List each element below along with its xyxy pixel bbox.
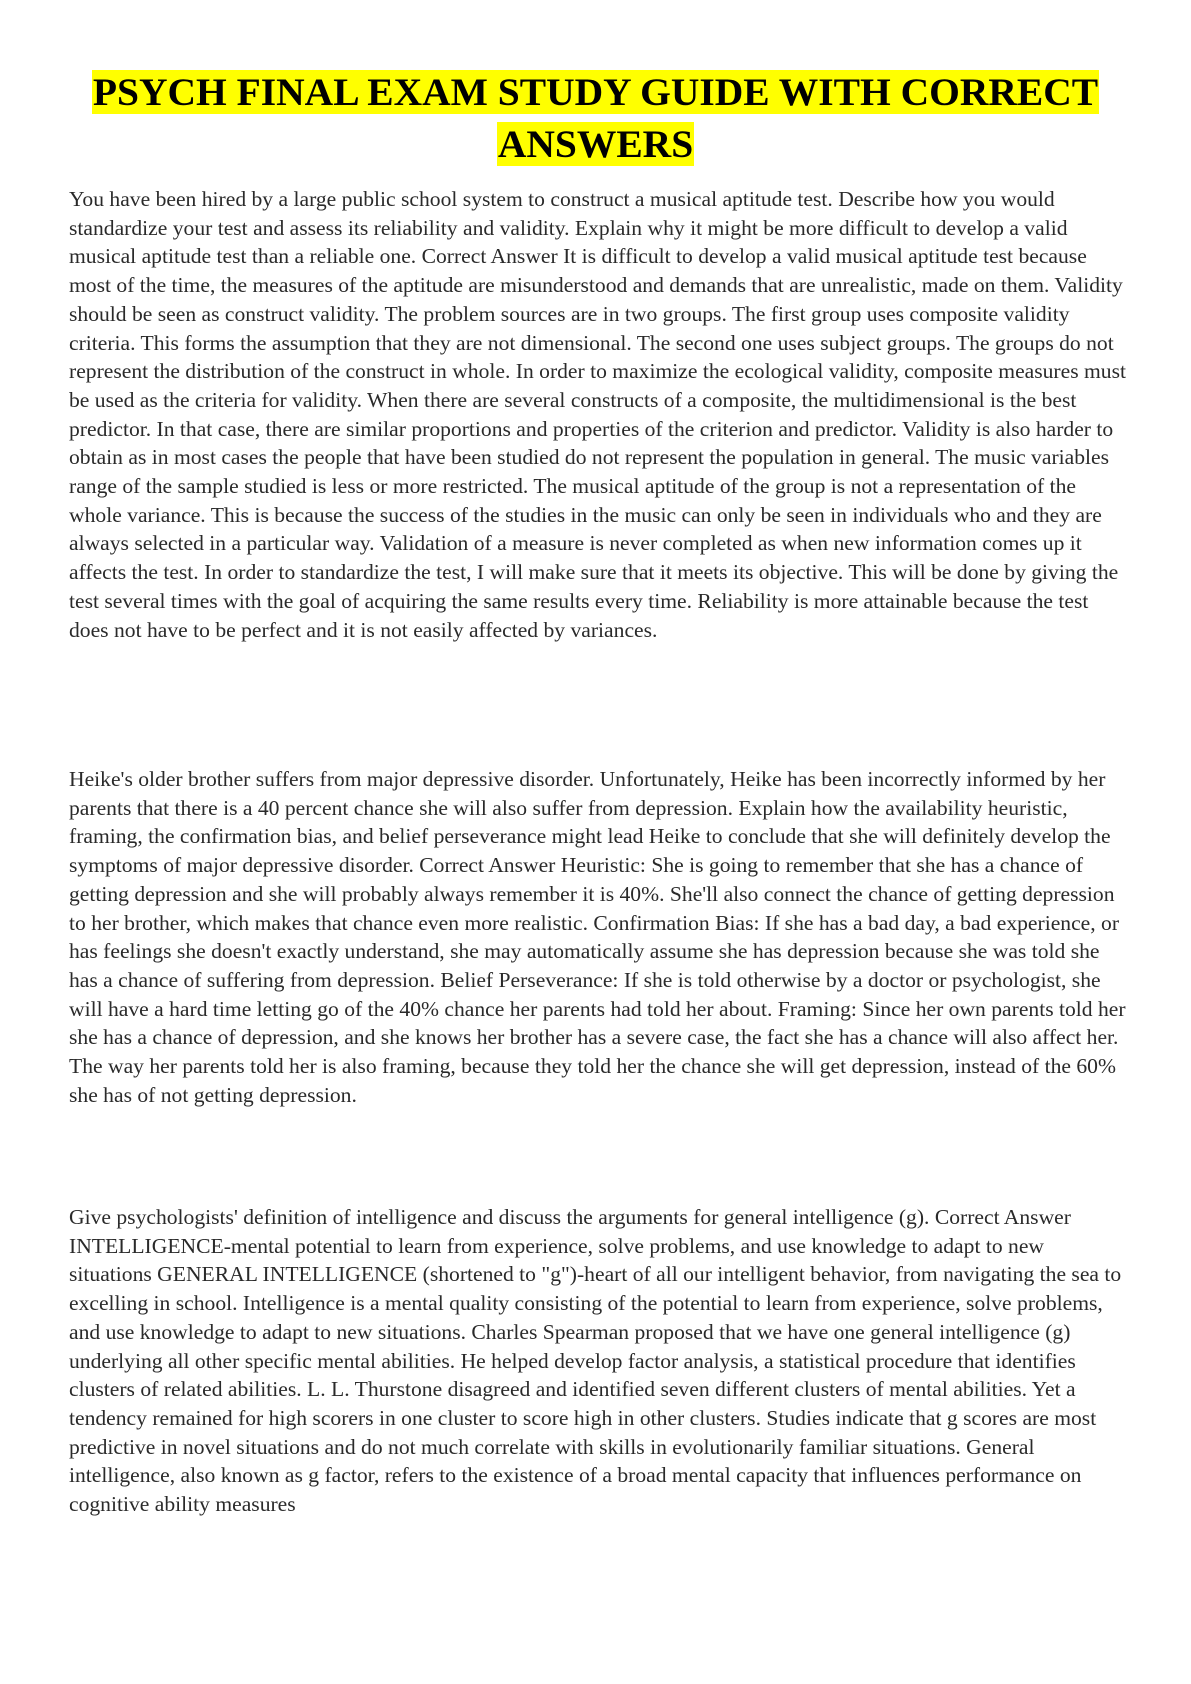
document-title — [60, 66, 1131, 170]
question-answer-paragraph-2: Heike's older brother suffers from major depressive disorder. Unfortunately, Heike has been incorrectly informed by her parents that there is a 40 percent chance she will also suffer from depression. Explain how the availability heuristic, framing, the confirmation bias, and belief perseverance might lead Heike to conclude that she will definitely develop the symptoms of major depressive disorder. Correct Answer Heuristic: She is going to remember that she has a chance of getting depression and she will probably always remember it is 40%. She'll also connect the chance of getting depression to her brother, which makes that chance even more realistic. Confirmation Bias: If she has a bad day, a bad experience, or has feelings she doesn't exactly understand, she may automatically assume she has depression because she was told she has a chance of suffering from depression. Belief Perseverance: If she is told otherwise by a doctor or psychologist, she will have a hard time letting go of the 40% chance her parents had told her about. Framing: Since her own parents told her she has a chance of depression, and she knows her brother has a severe case, the fact she has a chance will also affect her. The way her parents told her is also framing, because they told her the chance she will get depression, instead of the 60% she has of not getting depression. — [69, 767, 1126, 1107]
question-answer-paragraph-1: You have been hired by a large public school system to construct a musical aptitude test. Describe how you would standardize your test and assess its reliability and validity. Explain why it might be more difficult to develop a valid musical aptitude test than a reliable one. Correct Answer It is difficult to develop a valid musical aptitude test because most of the time, the measures of the aptitude are misunderstood and demands that are unrealistic, made on them. Validity should be seen as construct validity. The problem sources are in two groups. The first group uses composite validity criteria. This forms the assumption that they are not dimensional. The second one uses subject groups. The groups do not represent the distribution of the construct in whole. In order to maximize the ecological validity, composite measures must be used as the criteria for validity. When there are several constructs of a composite, the multidimensional is the best predictor. In that case, there are similar proportions and properties of the criterion and predictor. Validity is also harder to obtain as in most cases the people that have been studied do not represent the population in general. The music variables range of the sample studied is less or more restricted. The musical aptitude of the group is not a representation of the whole variance. This is because the success of the studies in the music can only be seen in individuals who and they are always selected in a particular way. Validation of a measure is never completed as when new information comes up it affects the test. In order to standardize the test, I will make sure that it meets its objective. This will be done by giving the test several times with the goal of acquiring the same results every time. Reliability is more attainable because the test does not have to be perfect and it is not easily affected by variances. — [69, 187, 1127, 642]
title-line-1: PSYCH FINAL EXAM STUDY GUIDE WITH CORRECT — [92, 70, 1099, 114]
title-line-2: ANSWERS — [497, 122, 694, 166]
question-answer-paragraph-3: Give psychologists' definition of intelligence and discuss the arguments for general intelligence (g). Correct Answer INTELLIGENCE-mental potential to learn from experience, solve problems, and use knowledge to adapt to new situations GENERAL INTELLIGENCE (shortened to "g")-heart of all our intelligent behavior, from navigating the sea to excelling in school. Intelligence is a mental quality consisting of the potential to learn from experience, solve problems, and use knowledge to adapt to new situations. Charles Spearman proposed that we have one general intelligence (g) underlying all other specific mental abilities. He helped develop factor analysis, a statistical procedure that identifies clusters of related abilities. L. L. Thurstone disagreed and identified seven different clusters of mental abilities. Yet a tendency remained for high scorers in one cluster to score high in other clusters. Studies indicate that g scores are most predictive in novel situations and do not much correlate with skills in evolutionarily familiar situations. General intelligence, also known as g factor, refers to the existence of a broad mental capacity that influences performance on cognitive ability measures — [69, 1205, 1122, 1517]
